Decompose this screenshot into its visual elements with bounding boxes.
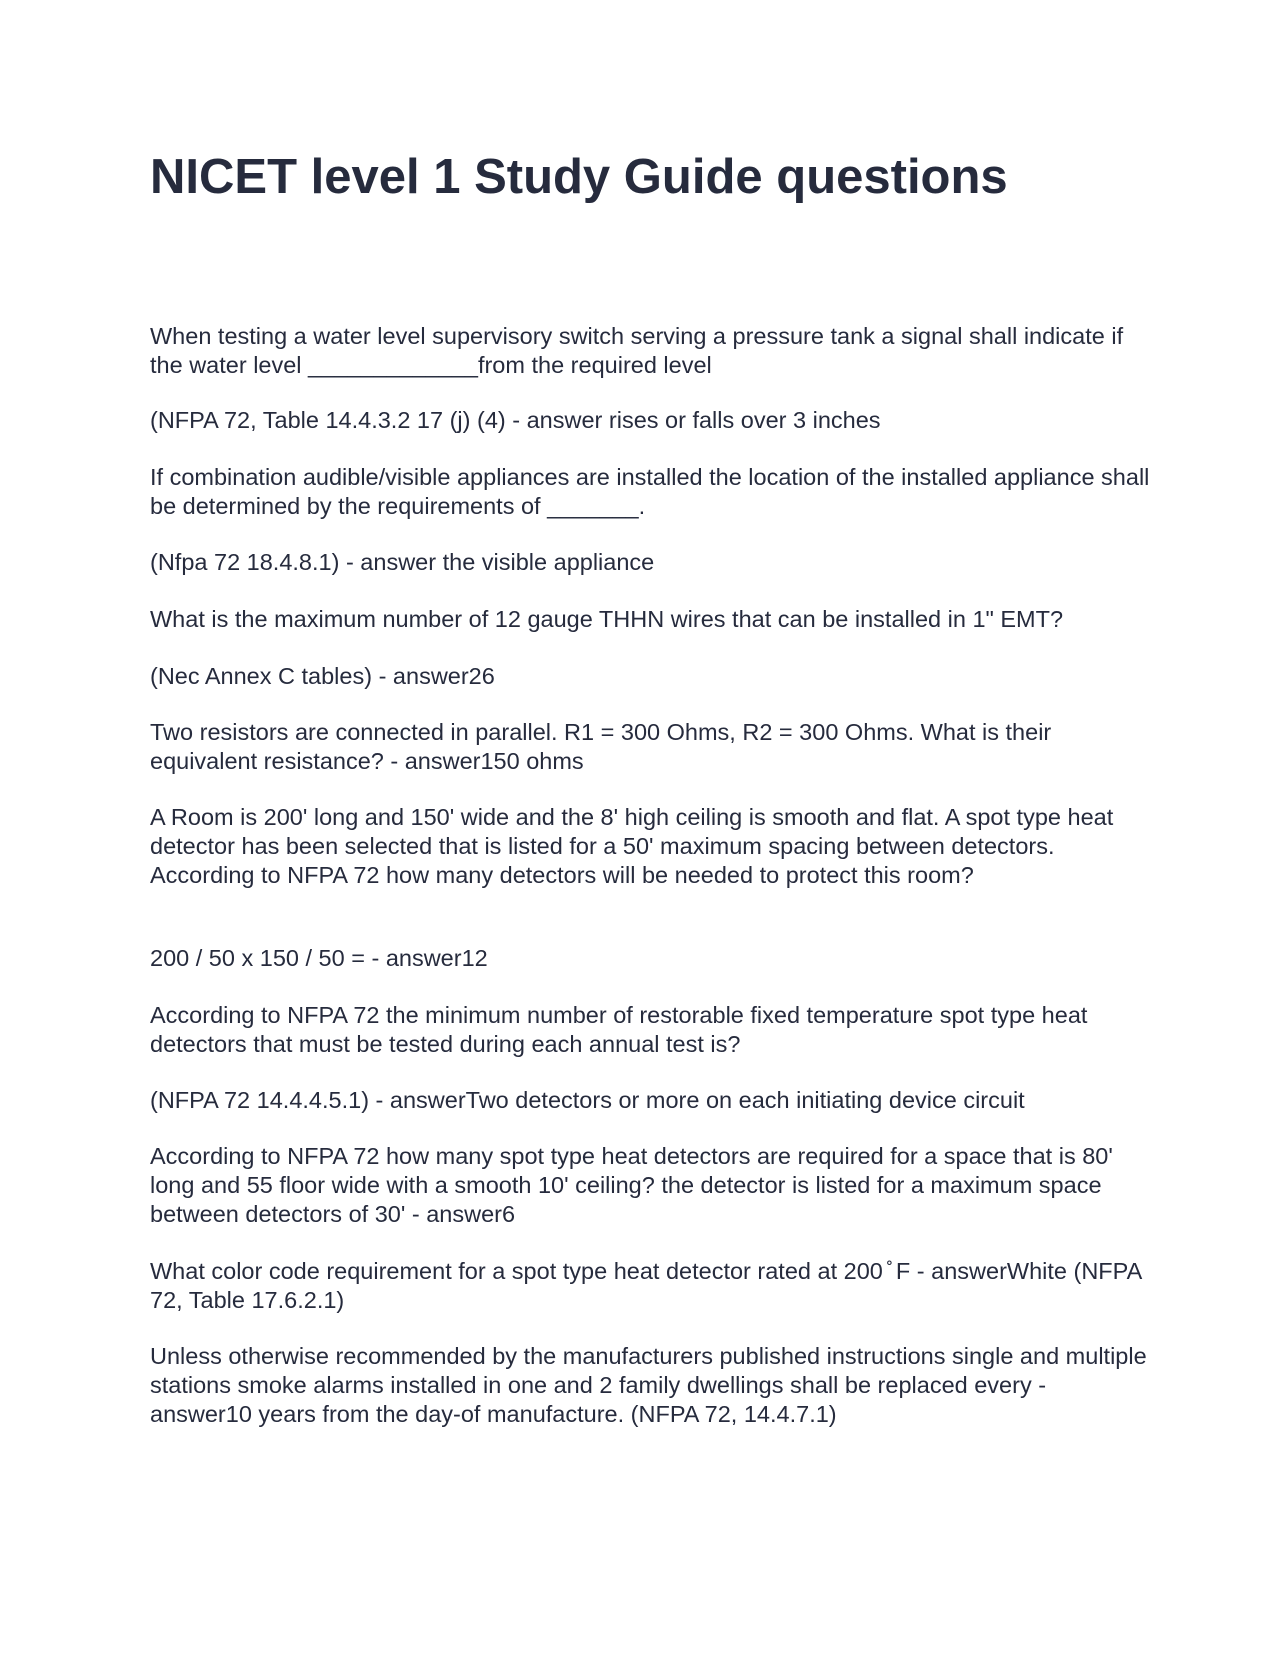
- answer-water-level-switch: (NFPA 72, Table 14.4.3.2 17 (j) (4) - answer rises or falls over 3 inches: [150, 407, 881, 433]
- page-title: NICET level 1 Study Guide questions: [150, 150, 1008, 204]
- question-room-heat-detectors: A Room is 200' long and 150' wide and the 8' high ceiling is smooth and flat. A spot type heat detector has been selected that is listed for a 50' maximum spacing between detectors. According to NFPA 72 how many detectors will be needed to protect this room?: [150, 804, 1114, 888]
- question-audible-visible-appliance: If combination audible/visible appliances are installed the location of the installed appliance shall be determined by the requirements of _______.: [150, 464, 1150, 519]
- answer-audible-visible-appliance: (Nfpa 72 18.4.8.1) - answer the visible appliance: [150, 549, 655, 575]
- answer-thhn-wires: (Nec Annex C tables) - answer26: [150, 663, 495, 689]
- question-water-level-switch: When testing a water level supervisory switch serving a pressure tank a signal shall indicate if the water level _____________from the required level: [150, 323, 1124, 378]
- answer-room-heat-detectors: 200 / 50 x 150 / 50 = - answer12: [150, 945, 488, 971]
- question-smoke-alarm-replacement: Unless otherwise recommended by the manufacturers published instructions single and multiple stations smoke alarms installed in one and 2 family dwellings shall be replaced every - answer10 years from the day-of manufacture. (NFPA 72, 14.4.7.1): [150, 1343, 1147, 1427]
- question-restorable-detectors: According to NFPA 72 the minimum number of restorable fixed temperature spot type heat detectors that must be tested during each annual test is?: [150, 1002, 1088, 1057]
- question-space-heat-detectors: According to NFPA 72 how many spot type heat detectors are required for a space that is 80' long and 55 floor wide with a smooth 10' ceiling? the detector is listed for a maximum space between detectors of 30' - answer6: [150, 1143, 1113, 1227]
- question-thhn-wires: What is the maximum number of 12 gauge THHN wires that can be installed in 1" EMT?: [150, 606, 1064, 632]
- question-parallel-resistors: Two resistors are connected in parallel. R1 = 300 Ohms, R2 = 300 Ohms. What is their equivalent resistance? - answer150 ohms: [150, 719, 1052, 774]
- answer-restorable-detectors: (NFPA 72 14.4.4.5.1) - answerTwo detectors or more on each initiating device circuit: [150, 1087, 1025, 1113]
- question-color-code: What color code requirement for a spot type heat detector rated at 200 ̊ F - answerWhite (NFPA 72, Table 17.6.2.1): [150, 1258, 1141, 1313]
